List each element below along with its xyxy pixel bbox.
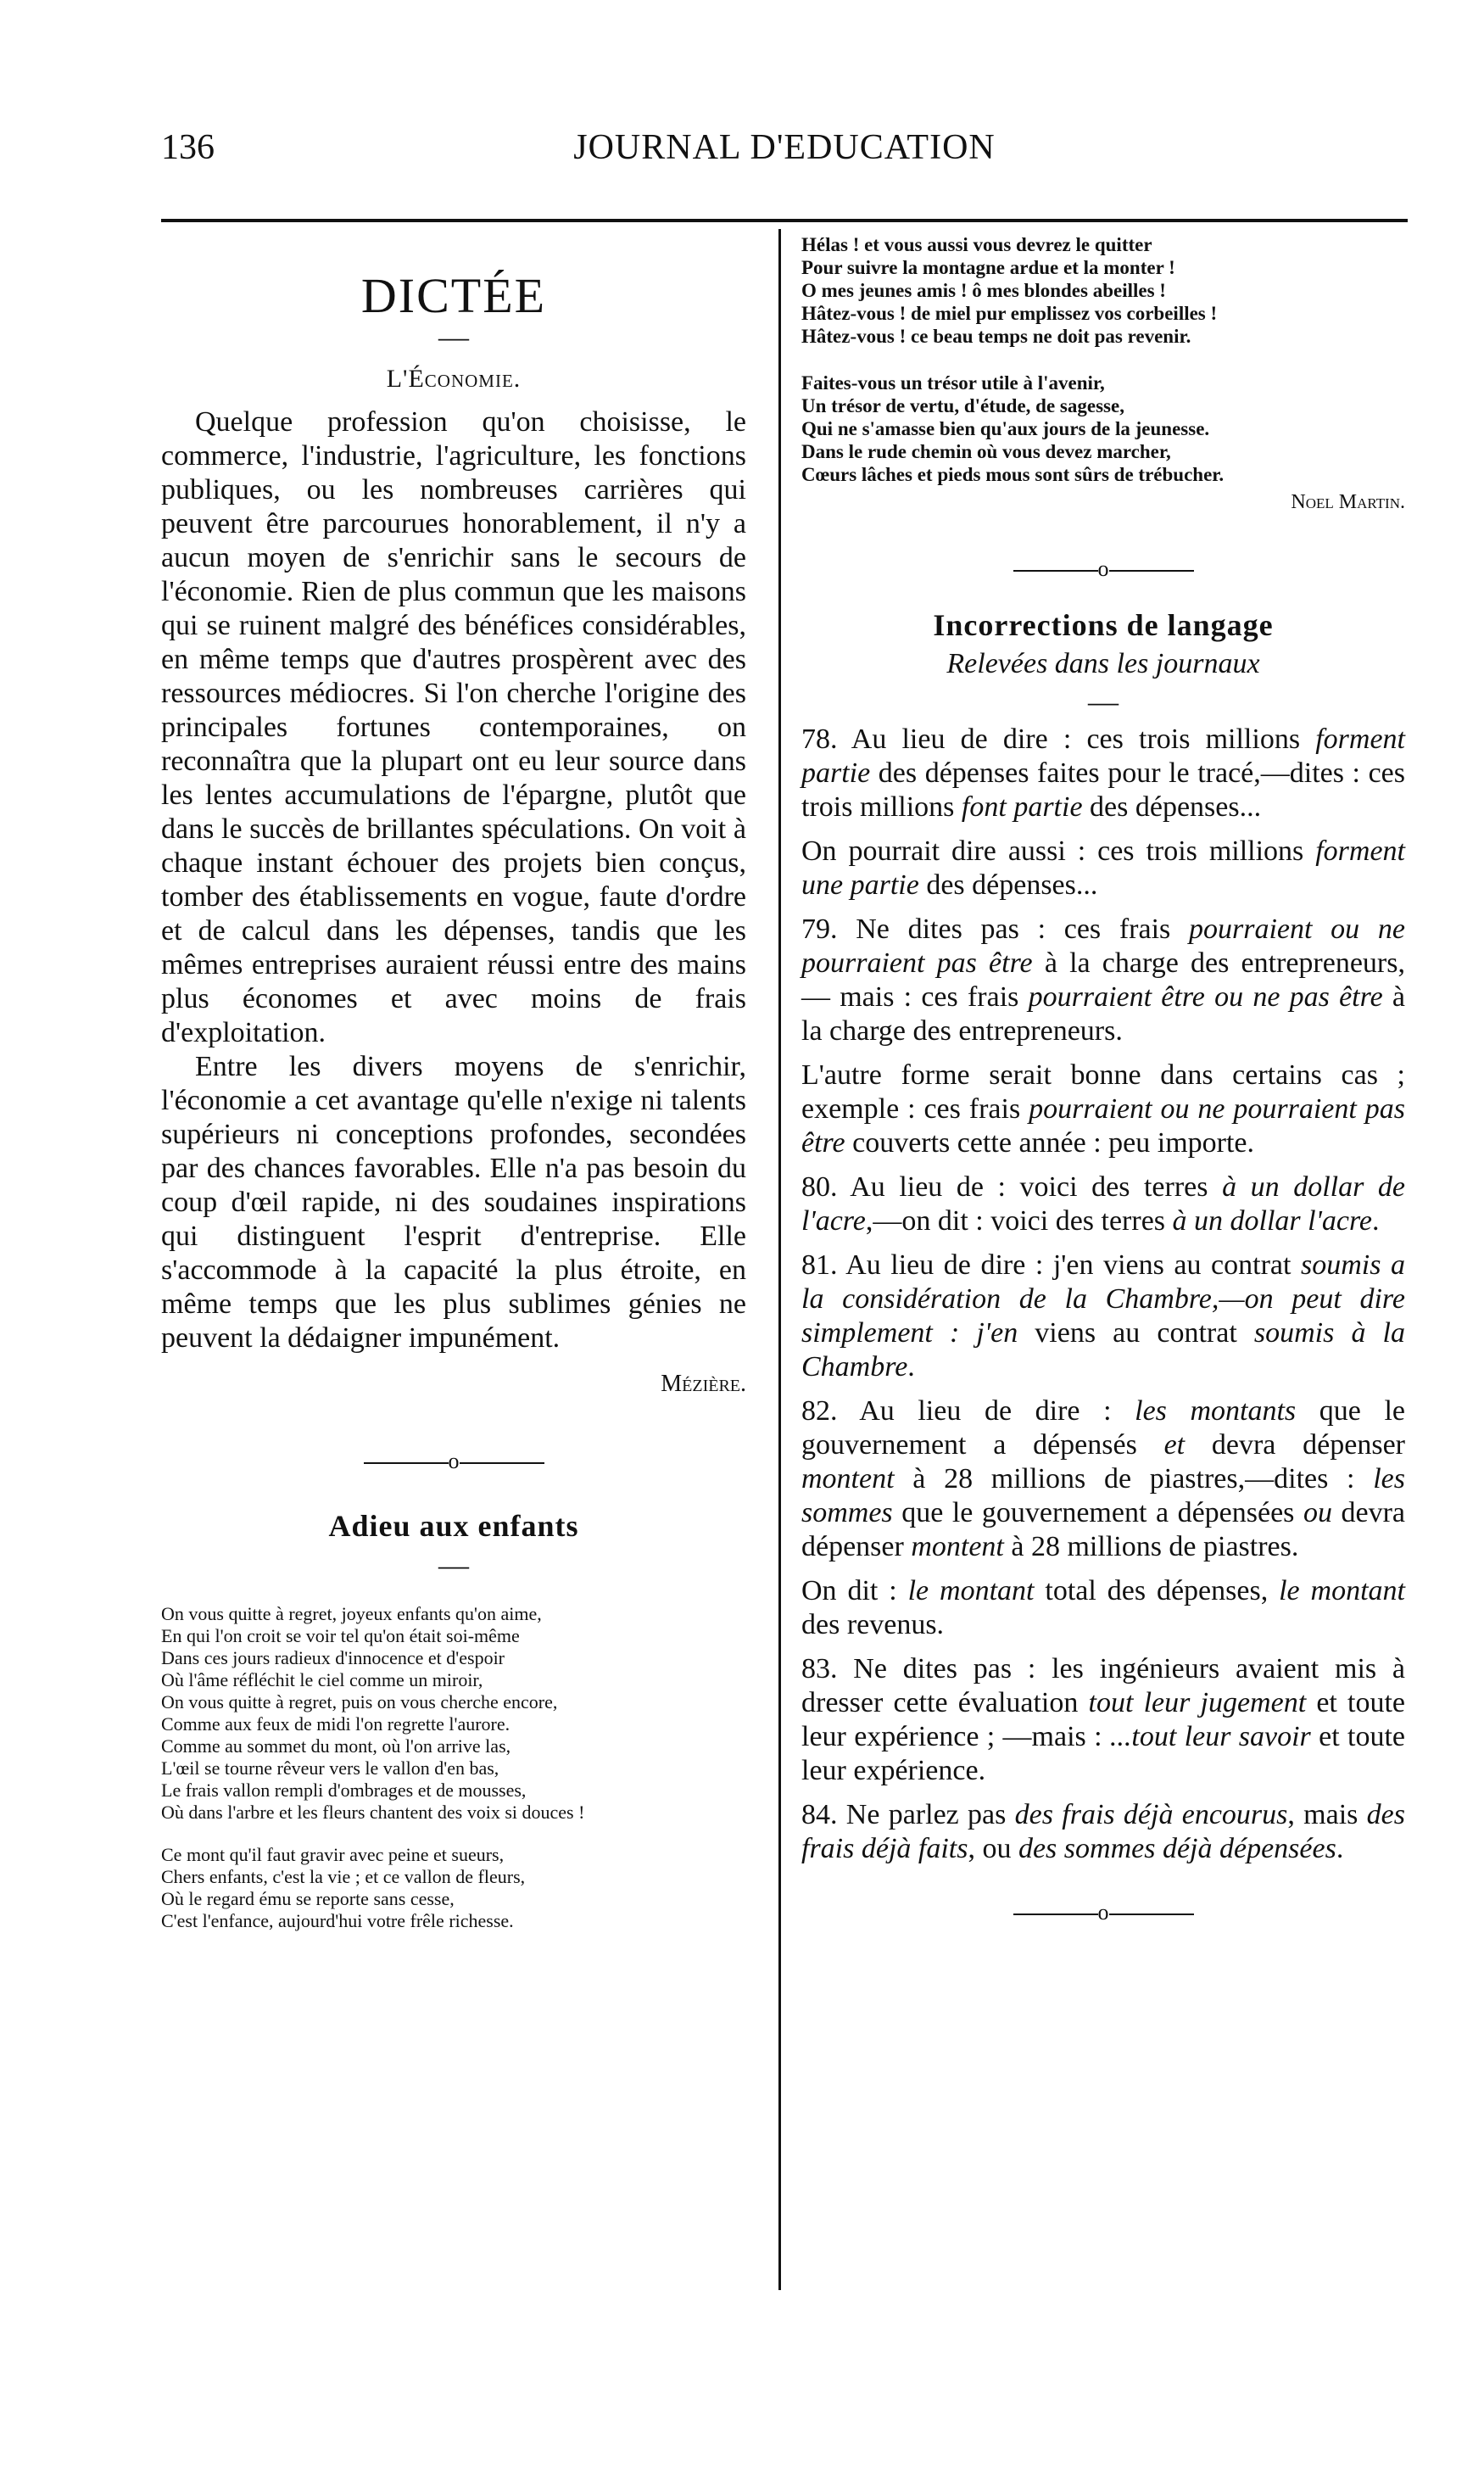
poem-line: Ce mont qu'il faut gravir avec peine et sueurs, (161, 1844, 505, 1865)
page-number: 136 (161, 128, 215, 167)
left-column (161, 233, 746, 1953)
poem-line: Hâtez-vous ! de miel pur emplissez vos corbeilles ! (801, 303, 1218, 324)
entry-text: devra dépenser (1185, 1429, 1405, 1461)
entry-paragraph (801, 835, 1405, 902)
entries-list (801, 723, 1405, 1866)
italic-text: montent (911, 1531, 1004, 1562)
entry-text: 84. Ne parlez pas (801, 1799, 1015, 1830)
entry-text: des dépenses... (1082, 791, 1262, 823)
entry-text: à la charge des entrepreneurs, — mais : ces frais (801, 947, 1405, 1013)
italic-text: à un dollar l'acre (1172, 1205, 1373, 1237)
entry-text: 83. Ne dites pas : les ingénieurs avaient mis à dresser cette évaluation (801, 1653, 1405, 1718)
dictee-title: DICTÉE (360, 268, 547, 323)
poem-line: Où l'âme réfléchit le ciel comme un miroir, (161, 1669, 483, 1690)
entry-text: total des dépenses, (1034, 1575, 1280, 1606)
entry-paragraph (801, 1059, 1405, 1160)
italic-text: forment une partie (801, 835, 1405, 901)
entry-text: , ou (968, 1833, 1018, 1864)
entry-text: et toute leur expérience. (801, 1721, 1405, 1786)
italic-text: les sommes (801, 1463, 1405, 1528)
italic-text: soumis a la considération de la Chambre,—on peut dire simplement : j'en (801, 1249, 1405, 1349)
section-dash: — (1088, 684, 1119, 718)
poem-line: O mes jeunes amis ! ô mes blondes abeilles ! (801, 280, 1166, 301)
entry-paragraph (801, 1249, 1405, 1384)
entry-text: et toute leur expérience ; —mais : (801, 1687, 1405, 1752)
poem-line: C'est l'enfance, aujourd'hui votre frêle richesse. (161, 1910, 514, 1931)
italic-text: montent (801, 1463, 895, 1494)
entry-text: , mais (1287, 1799, 1367, 1830)
entry-text: devra dépenser (801, 1497, 1405, 1562)
page-header (161, 127, 1408, 187)
poem-line: Comme aux feux de midi l'on regrette l'aurore. (161, 1713, 510, 1735)
poem-line: En qui l'on croit se voir tel qu'on était soi-même (161, 1625, 520, 1646)
entry-paragraph (801, 1652, 1405, 1788)
poem-left (161, 1603, 746, 1932)
entry-text: couverts cette année : peu importe. (845, 1127, 1255, 1159)
entry-text: viens au contrat (1018, 1317, 1254, 1349)
entry-text: 82. Au lieu de dire : (801, 1395, 1135, 1427)
poem-dash: — (438, 1548, 469, 1582)
italic-text: le montant (907, 1575, 1035, 1606)
italic-text: des frais déjà encourus (1014, 1799, 1288, 1830)
entry-text: que le gouvernement a dépensés (801, 1395, 1405, 1461)
entry-text: 80. Au lieu de : voici des terres (801, 1171, 1223, 1203)
separator (161, 1449, 746, 1474)
italic-text: des frais déjà faits (801, 1799, 1405, 1864)
poem-line: Hélas ! et vous aussi vous devrez le quitter (801, 234, 1152, 255)
poem-title: Adieu aux enfants (328, 1509, 579, 1543)
poem-stanza (801, 372, 1405, 486)
dictee-text (161, 405, 746, 1355)
italic-text: ou (1303, 1497, 1332, 1528)
entry-text: à la charge des entrepreneurs. (801, 981, 1405, 1047)
entry-text: des dépenses... (918, 869, 1098, 901)
entry-text: . (1372, 1205, 1380, 1237)
entry-paragraph (801, 1170, 1405, 1238)
poem-line: Comme au sommet du mont, où l'on arrive las, (161, 1735, 511, 1757)
entry-text: 78. Au lieu de dire : ces trois millions (801, 724, 1316, 755)
entry-text: 81. Au lieu de dire : j'en viens au contrat (801, 1249, 1301, 1281)
italic-text: pourraient être ou ne pas être (1028, 981, 1383, 1013)
poem-line: Un trésor de vertu, d'étude, de sagesse, (801, 395, 1124, 416)
entry-text: des revenus. (801, 1609, 945, 1640)
journal-title: JOURNAL D'EDUCATION (573, 128, 996, 167)
entry-text: à 28 millions de piastres,—dites : (894, 1463, 1374, 1494)
right-column (801, 233, 1405, 1925)
poem-line: Où le regard ému se reporte sans cesse, (161, 1888, 455, 1909)
poem-line: Chers enfants, c'est la vie ; et ce vallon de fleurs, (161, 1866, 526, 1887)
dictee-signature: Mézière. (661, 1371, 746, 1397)
poem-stanza (161, 1844, 746, 1932)
italic-text: pourraient ou ne pourraient pas être (801, 913, 1405, 979)
poem-line: Qui ne s'amasse bien qu'aux jours de la jeunesse. (801, 418, 1210, 439)
italic-text: ...tout leur savoir (1109, 1721, 1311, 1752)
italic-text: des sommes déjà dépensées (1018, 1833, 1336, 1864)
entry-paragraph (801, 1574, 1405, 1642)
italic-text: à un dollar de l'acre (801, 1171, 1406, 1237)
poem-line: Cœurs lâches et pieds mous sont sûrs de trébucher. (801, 464, 1225, 485)
entry-text: On dit : (801, 1575, 908, 1606)
italic-text: tout leur jugement (1088, 1687, 1307, 1718)
separator-mark: o (1097, 556, 1109, 581)
poem-line: On vous quitte à regret, puis on vous cherche encore, (161, 1691, 558, 1712)
entry-paragraph (801, 1394, 1405, 1564)
paragraph: Quelque profession qu'on choisisse, le commerce, l'industrie, l'agriculture, les fonctions publiques, ou les nombreuses carrières qui peuvent être parcourues honorablement, il n'y a aucun moyen de s'enrichir sans le secours de l'économie. Rien de plus commun que les maisons qui se ruinent malgré des bénéfices considérables, en même temps que d'autres prospèrent avec des ressources médiocres. Si l'on cherche l'origine des principales fortunes contemporaines, on reconnaîtra que la plupart ont eu leur source dans les lentes accumulations de l'épargne, plutôt que dans le succès de brillantes spéculations. On voit à chaque instant échouer des projets bien conçus, tomber des établissements en vogue, faute d'ordre et de calcul dans les dépenses, tandis que les mêmes entreprises auraient réussi entre des mains plus économes et avec moins de frais d'exploitation. (161, 406, 746, 1048)
entry-paragraph (801, 723, 1405, 824)
poem-line: Où dans l'arbre et les fleurs chantent des voix si douces ! (161, 1802, 585, 1823)
dictee-subtitle: L'Économie. (386, 365, 522, 393)
title-dash: — (438, 320, 469, 354)
poem-signature: Noel Martin. (1291, 491, 1405, 513)
paragraph: Entre les divers moyens de s'enrichir, l'économie a cet avantage qu'elle n'exige ni talents supérieurs ni conceptions profondes, secondées par des chances favorables. Elle n'a pas besoin du coup d'œil rapide, ni des soudaines inspirations qui distinguent l'esprit d'entreprise. Elle s'accommode à la capacité la plus étroite, en même temps que les plus sublimes génies ne peuvent la dédaigner impunément. (161, 1051, 746, 1354)
section-subtitle: Relevées dans les journaux (946, 648, 1260, 679)
italic-text: le montant (1279, 1575, 1405, 1606)
poem-stanza (161, 1603, 746, 1824)
poem-line: L'œil se tourne rêveur vers le vallon d'en bas, (161, 1757, 499, 1779)
entry-text: à 28 millions de piastres. (1003, 1531, 1299, 1562)
entry-text: des dépenses faites pour le tracé,—dites : ces trois millions (801, 757, 1405, 823)
italic-text: pourraient ou ne pourraient pas être (801, 1093, 1405, 1159)
entry-text: . (907, 1351, 915, 1383)
entry-text: 79. Ne dites pas : ces frais (801, 913, 1189, 945)
section-title: Incorrections de langage (933, 608, 1274, 642)
column-rule (778, 229, 781, 2290)
entry-text: . (1336, 1833, 1344, 1864)
italic-text: font partie (961, 791, 1083, 823)
separator-mark: o (448, 1449, 460, 1473)
entry-text: ,—on dit : voici des terres (865, 1205, 1173, 1237)
entry-paragraph (801, 1798, 1405, 1866)
italic-text: forment partie (801, 724, 1405, 789)
separator (801, 1900, 1405, 1925)
entry-text: On pourrait dire aussi : ces trois millions (801, 835, 1316, 867)
poem-line: Hâtez-vous ! ce beau temps ne doit pas revenir. (801, 326, 1191, 347)
poem-line: Faites-vous un trésor utile à l'avenir, (801, 372, 1105, 394)
poem-stanza (801, 233, 1405, 348)
entry-text: que le gouvernement a dépensées (892, 1497, 1303, 1528)
entry-paragraph (801, 913, 1405, 1048)
entry-text: L'autre forme serait bonne dans certains cas ; exemple : ces frais (801, 1059, 1405, 1125)
italic-text: soumis à la Chambre (801, 1317, 1405, 1383)
poem-line: Dans le rude chemin où vous devez marcher, (801, 441, 1171, 462)
poem-line: Pour suivre la montagne ardue et la monter ! (801, 257, 1175, 278)
separator (801, 556, 1405, 582)
poem-line: On vous quitte à regret, joyeux enfants qu'on aime, (161, 1603, 542, 1624)
poem-line: Dans ces jours radieux d'innocence et d'espoir (161, 1647, 505, 1668)
poem-right (801, 233, 1405, 486)
italic-text: et (1163, 1429, 1186, 1461)
italic-text: les montants (1135, 1395, 1297, 1427)
header-rule (161, 219, 1408, 222)
poem-line: Le frais vallon rempli d'ombrages et de mousses, (161, 1779, 527, 1801)
separator-mark: o (1097, 1900, 1109, 1925)
